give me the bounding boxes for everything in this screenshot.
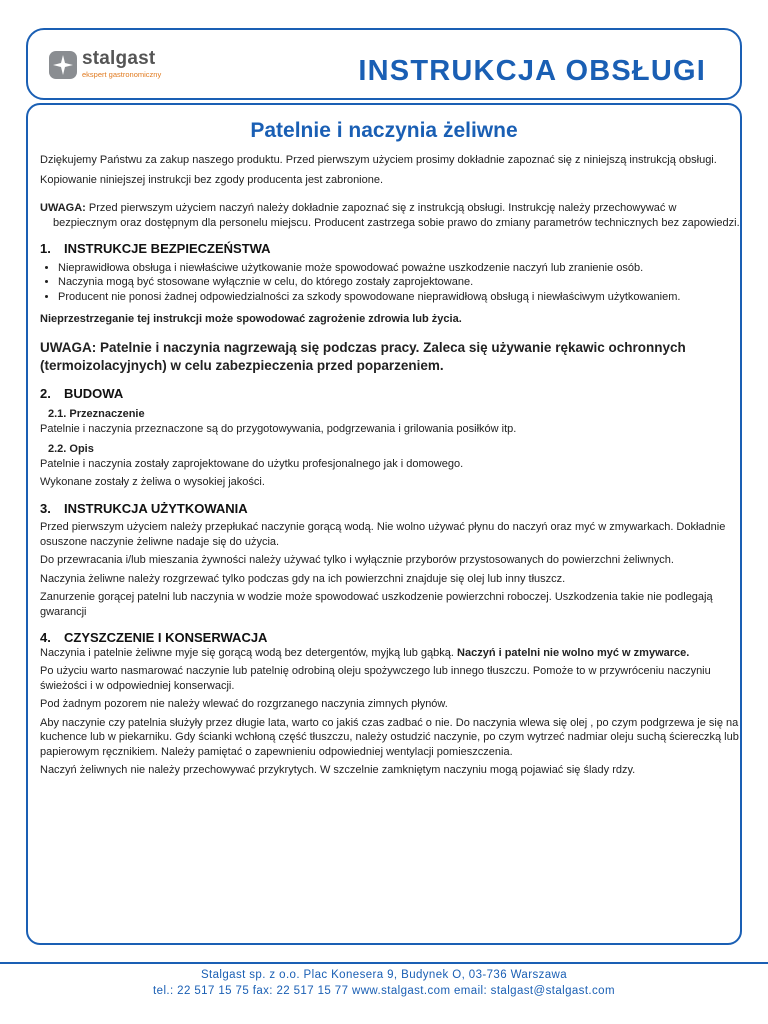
intro-paragraph: Dziękujemy Państwu za zakup naszego produktu. Przed pierwszym użyciem prosimy dokładnie zapoznać się z niniejszą instrukcją obsługi. [40,154,717,166]
brand-tagline: ekspert gastronomiczny [82,70,162,79]
usage-paragraph: Przed pierwszym użyciem należy przepłukać naczynie gorącą wodą. Nie wolno używać płynu do naczyń oraz myć w zmywarkach. Dokładnie osuszone naczynie żeliwne nadaje się do użycia. [40,521,726,548]
footer [0,967,768,999]
cleaning-paragraph: Naczyń żeliwnych nie należy przechowywać przykrytych. W szczelnie zamkniętym naczyniu mogą pojawiać się ślady rdzy. [40,764,636,776]
list-item: • Nieprawidłowa obsługa i niewłaściwe użytkowanie może spowodować poważne uszkodzenie naczyń lub zranienie osób. [58,261,740,276]
list-item: • Producent nie ponosi żadnej odpowiedzialności za szkody spowodowane nieprawidłową obsługą i niewłaściwym użytkowaniem. [58,290,740,305]
list-item: • Naczynia mogą być stosowane wyłącznie w celu, do którego zostały zaprojektowane. [58,275,740,290]
section-title: CZYSZCZENIE I KONSERWACJA [64,630,268,645]
header-title: INSTRUKCJA OBSŁUGI [358,55,706,87]
section-title: INSTRUKCJA UŻYTKOWANIA [64,500,248,516]
footer-contact: tel.: 22 517 15 75 fax: 22 517 15 77 www.stalgast.com email: stalgast@stalgast.com [153,985,615,997]
subsection-heading: 2.2. Opis [48,443,94,455]
footer-divider [0,962,768,964]
cleaning-paragraph: Aby naczynie czy patelnia służyły przez długie lata, warto co jakiś czas zadbać o nie. Do naczynia wlewa się olej , po czym podgrzewa je się na kuchence lub w piekarniku. Gdy ścianki wchłoną część tłuszczu, należy ostudzić naczynie, po czym wytrzeć nadmiar oleju suchą ściereczką lub papierowym ręcznikiem. Należy pamiętać o zapewnieniu odpowiedniej wentylacji pomieszczenia. [40,716,739,758]
section-3-heading [40,502,740,517]
section-title: BUDOWA [64,385,124,401]
section-2-heading [40,387,740,402]
warning-text: Przed pierwszym użyciem naczyń należy dokładnie zapoznać się z instrukcją obsługi. Instrukcję należy przechowywać w bezpiecznym oraz dostępnym dla personelu miejscu. Producent zastrzega sobie prawo do zmiany parametrów technicznych bez zapowiedzi. [53,202,740,229]
cleaning-text: Naczynia i patelnie żeliwne myje się gorącą wodą bez detergentów, myjką lub gąbką. [40,646,458,659]
section-number: 3. [40,500,51,516]
section-number: 2. [40,385,51,401]
document-title: Patelnie i naczynia żeliwne [250,119,518,142]
safety-bold-note: Nieprzestrzeganie tej instrukcji może spowodować zagrożenie zdrowia lub życia. [40,313,462,325]
section-number: 4. [40,630,51,645]
cleaning-paragraph [40,646,740,661]
subsection-heading: 2.1. Przeznaczenie [48,408,145,420]
cleaning-paragraph: Pod żadnym pozorem nie należy wlewać do rozgrzanego naczynia zimnych płynów. [40,698,448,710]
usage-paragraph: Naczynia żeliwne należy rozgrzewać tylko podczas gdy na ich powierzchni znajduje się olej lub inny tłuszcz. [40,572,566,585]
purpose-text: Patelnie i naczynia przeznaczone są do przygotowywania, podgrzewania i grilowania posiłków itp. [40,422,517,435]
document-body [40,153,740,778]
copyright-notice: Kopiowanie niniejszej instrukcji bez zgody producenta jest zabronione. [40,173,384,186]
safety-list [40,261,740,305]
stalgast-logo-icon [48,50,78,80]
brand-logo [48,48,188,82]
section-1-heading [40,242,740,257]
description-text: Patelnie i naczynia zostały zaprojektowane do użytku profesjonalnego jak i domowego. [40,457,464,470]
footer-address: Stalgast sp. z o.o. Plac Konesera 9, Budynek O, 03-736 Warszawa [200,969,568,981]
dishwasher-warning: Naczyń i patelni nie wolno myć w zmywarce. [457,646,690,659]
usage-paragraph: Do przewracania i/lub mieszania żywności należy używać tylko i wyłącznie przyborów przystosowanych do powierzchni żeliwnych. [40,554,674,566]
cleaning-paragraph: Po użyciu warto nasmarować naczynie lub patelnię odrobiną oleju spożywczego lub innego tłuszczu. Pomoże to w przywróceniu naczyniu świeżości i w odpowiedniej konserwacji. [40,665,711,692]
section-number: 1. [40,241,51,256]
burn-warning: UWAGA: Patelnie i naczynia nagrzewają się podczas pracy. Zaleca się używanie rękawic ochronnych (termoizolacyjnych) w celu zabezpieczenia przed poparzeniem. [40,339,686,373]
usage-paragraph: Zanurzenie gorącej patelni lub naczynia w wodzie może spowodować uszkodzenie powierzchni roboczej. Uszkodzenia takie nie podlegają gwarancji [40,591,713,618]
description-text: Wykonane zostały z żeliwa o wysokiej jakości. [40,476,265,488]
warning-label: UWAGA: [40,202,86,214]
section-title: INSTRUKCJE BEZPIECZEŃSTWA [64,241,271,256]
brand-name: stalgast [82,48,156,69]
intro-warning [40,201,740,230]
section-4-heading [40,631,740,646]
